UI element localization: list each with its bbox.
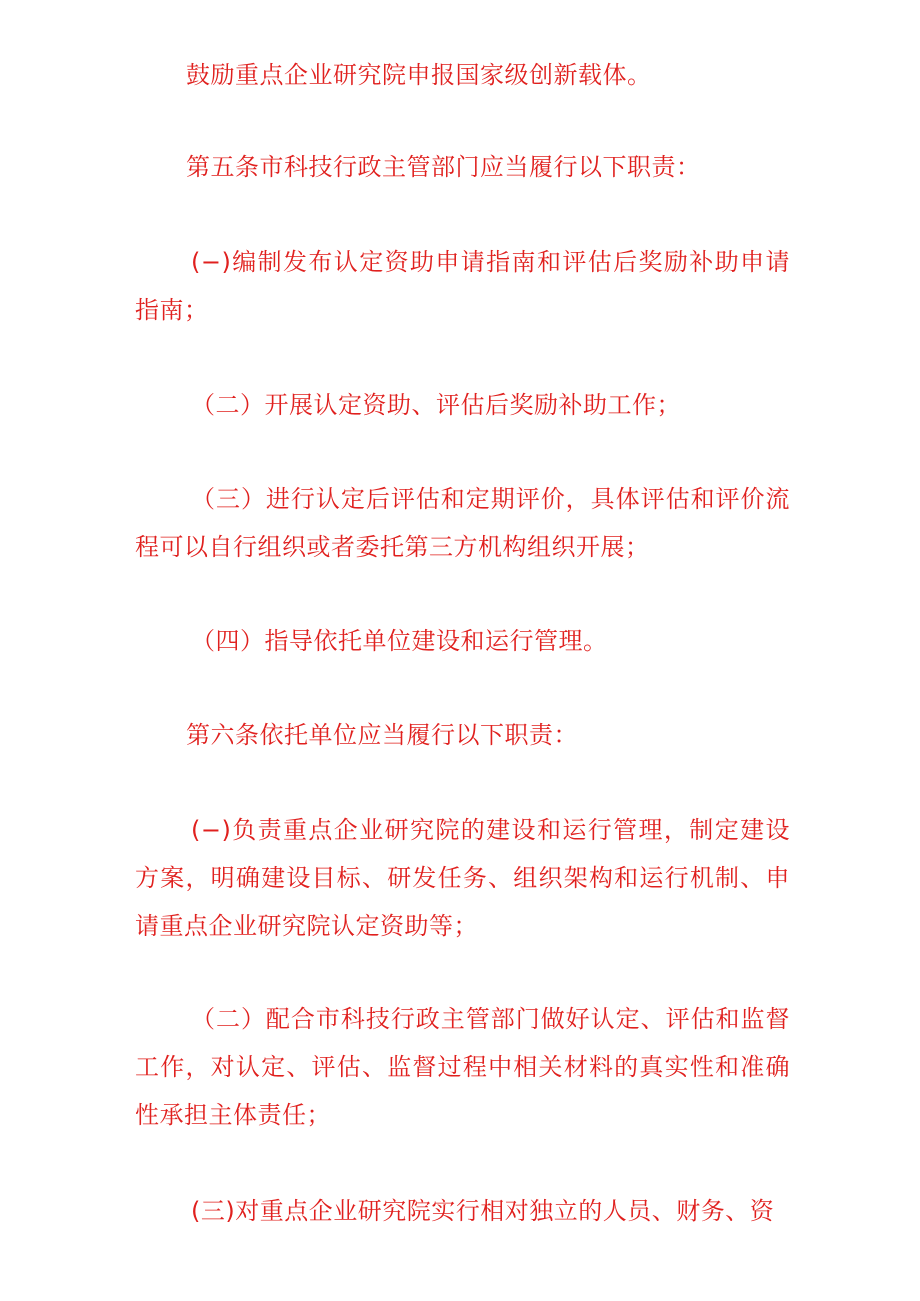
article-6-item-1: (−)负责重点企业研究院的建设和运行管理，制定建设方案，明确建设目标、研发任务、组织架构和运行机制、申请重点企业研究院认定资助等； <box>135 816 790 940</box>
paragraph-encourage-national-carriers: 鼓励重点企业研究院申报国家级创新载体。 <box>186 61 652 89</box>
article-6-item-2: （二）配合市科技行政主管部门做好认定、评估和监督工作，对认定、评估、监督过程中相关材料的真实性和准确性承担主体责任； <box>135 1005 790 1129</box>
article-5-item-1: (−)编制发布认定资助申请指南和评估后奖励补助申请指南； <box>135 248 790 324</box>
article-5-item-2: （二）开展认定资助、评估后奖励补助工作； <box>191 391 681 419</box>
article-6-heading: 第六条依托单位应当履行以下职责： <box>186 721 578 749</box>
article-6-item-3: (三)对重点企业研究院实行相对独立的人员、财务、资 <box>191 1197 775 1225</box>
article-5-heading: 第五条市科技行政主管部门应当履行以下职责： <box>186 153 701 181</box>
article-5-item-4: （四）指导依托单位建设和运行管理。 <box>191 627 608 655</box>
article-5-item-3: （三）进行认定后评估和定期评价，具体评估和评价流程可以自行组织或者委托第三方机构组织开展； <box>135 485 790 561</box>
